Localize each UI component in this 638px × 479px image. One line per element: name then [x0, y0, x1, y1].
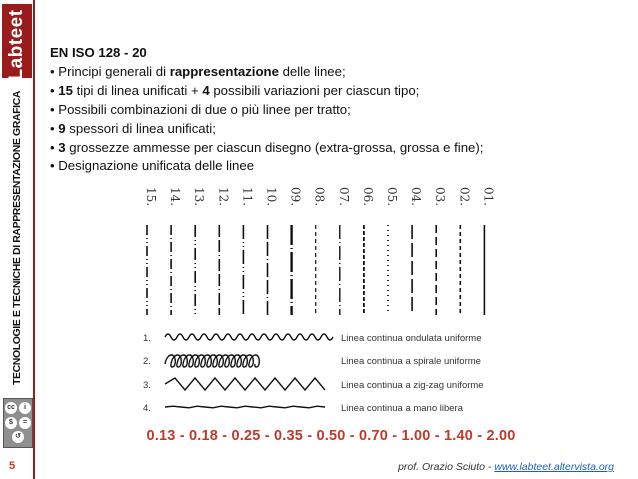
bullet-item	[50, 101, 630, 120]
bullet-text: grossezze ammesse per ciascun disegno (extra-grossa, grossa e fine);	[65, 139, 484, 155]
bullet-text: 15	[58, 82, 73, 98]
variation-number: 1.	[143, 333, 151, 344]
slide-content	[50, 44, 630, 176]
slide-heading: EN ISO 128 - 20	[50, 45, 147, 60]
variation-number: 4.	[143, 403, 151, 414]
line-type-number: 03.	[433, 187, 448, 207]
line-thicknesses: 0.13 - 0.18 - 0.25 - 0.35 - 0.50 - 0.70 - 1.00 - 1.40 - 2.00	[146, 428, 516, 444]
line-type-number: 01.	[481, 187, 496, 207]
bullet-text: •	[50, 82, 59, 98]
footer-author: prof. Orazio Sciuto -	[398, 461, 495, 473]
bullet-text: spessori di linea unificati;	[65, 120, 216, 136]
by-icon: i	[19, 402, 31, 414]
line-type-number: 13.	[192, 187, 207, 207]
line-type-number: 14.	[168, 187, 183, 207]
bullet-item	[50, 120, 630, 139]
bullet-text: 9	[58, 120, 66, 136]
sa-icon: =	[19, 417, 31, 429]
variation-sample	[165, 355, 259, 367]
nc-icon: $	[5, 417, 17, 429]
variation-label: Linea continua ondulata uniforme	[341, 333, 482, 344]
line-type-number: 12.	[216, 187, 231, 207]
line-type-number: 02.	[457, 187, 472, 207]
variation-label: Linea continua a mano libera	[341, 403, 464, 414]
footer	[398, 461, 614, 473]
footer-link[interactable]: www.labteet.altervista.org	[494, 461, 614, 473]
line-type-number: 11.	[240, 187, 255, 207]
bullet-text: 4	[202, 82, 210, 98]
variation-number: 3.	[143, 380, 151, 391]
bullet-text: • Designazione unificata delle linee	[50, 158, 255, 174]
line-type-number: 08.	[312, 187, 327, 207]
bullet-list	[50, 63, 630, 176]
variation-sample	[165, 406, 325, 408]
logo-text: Labteet	[6, 9, 27, 81]
bullet-item	[50, 63, 630, 82]
logo	[2, 4, 32, 81]
bullet-text: •	[50, 120, 59, 136]
bullet-item	[50, 139, 630, 158]
share-icon: ↺	[12, 431, 24, 443]
slide-number: 5	[9, 460, 16, 472]
variation-number: 2.	[143, 356, 151, 367]
line-type-number: 10.	[264, 187, 279, 207]
line-type-number: 05.	[385, 187, 399, 207]
line-type-number: 04.	[409, 187, 424, 207]
bullet-text: • Principi generali di	[50, 63, 170, 79]
bullet-text: •	[50, 139, 59, 155]
line-type-number: 06.	[360, 187, 375, 207]
line-type-number: 15.	[144, 187, 158, 207]
sidebar-divider	[33, 0, 35, 479]
line-types-diagram	[125, 185, 505, 425]
bullet-text: • Possibili combinazioni di due o più linee per tratto;	[50, 101, 351, 117]
line-type-number: 07.	[336, 187, 351, 207]
course-title: TECNOLOGIE E TECNICHE DI RAPPRESENTAZIONE GRAFICA	[11, 90, 23, 386]
variation-label: Linea continua a zig-zag uniforme	[341, 380, 484, 391]
line-types-figure	[125, 185, 505, 425]
line-type-number: 09.	[288, 187, 303, 207]
bullet-text: tipi di linea unificati +	[72, 82, 203, 98]
bullet-text: 3	[58, 139, 66, 155]
bullet-item	[50, 157, 630, 176]
bullet-text: rappresentazione	[169, 63, 279, 79]
bullet-text: delle linee;	[278, 63, 346, 79]
variation-sample	[165, 334, 333, 340]
sidebar	[0, 0, 34, 479]
variation-label: Linea continua a spirale uniforme	[341, 356, 481, 367]
variation-sample	[165, 378, 325, 390]
bullet-text: possibili variazioni per ciascun tipo;	[209, 82, 420, 98]
bullet-item	[50, 82, 630, 101]
cc-icon: cc	[5, 402, 17, 414]
